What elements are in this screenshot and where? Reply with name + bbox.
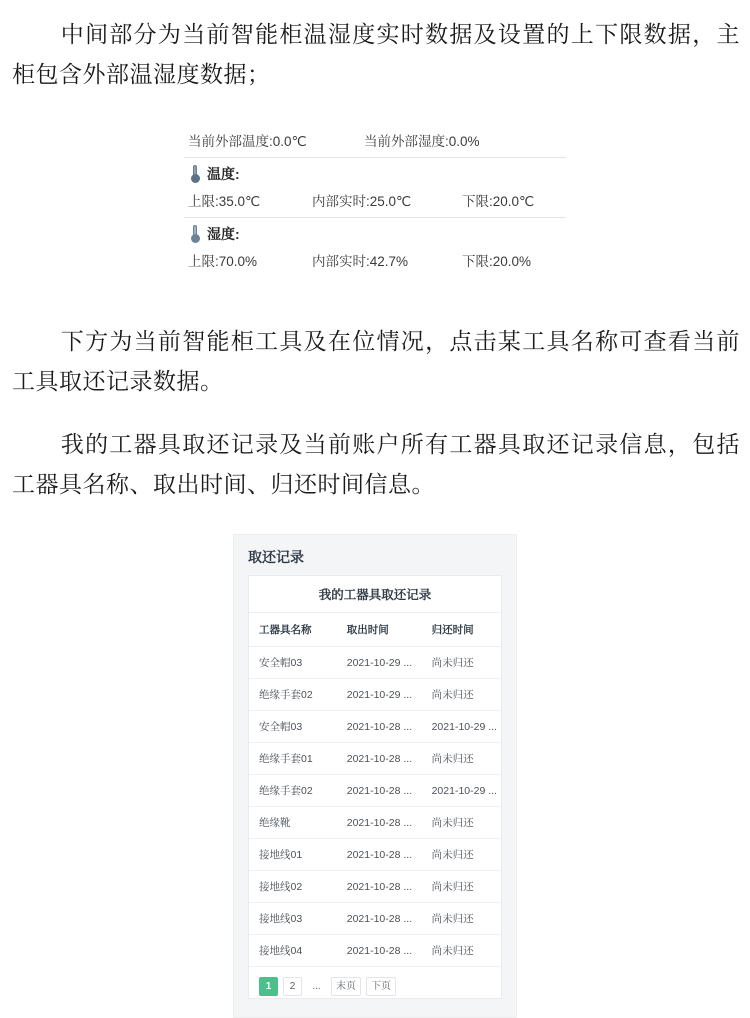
outside-temperature-value: 当前外部温度:0.0℃ — [188, 134, 307, 149]
cell-checkout-time: 2021-10-28 ... — [337, 839, 422, 871]
cell-return-time: 尚未归还 — [422, 647, 501, 679]
table-row[interactable] — [249, 775, 501, 807]
pagination — [249, 967, 501, 998]
cell-return-time: 2021-10-29 ... — [422, 711, 501, 743]
table-row[interactable] — [249, 711, 501, 743]
temperature-section-label: 温度: — [207, 166, 240, 182]
humidity-lower-limit: 下限:20.0% — [462, 254, 532, 269]
cell-return-time: 尚未归还 — [422, 679, 501, 711]
cell-tool-name[interactable]: 接地线02 — [249, 871, 337, 903]
page-button-2[interactable]: 2 — [283, 977, 302, 996]
table-row[interactable] — [249, 871, 501, 903]
table-row[interactable] — [249, 647, 501, 679]
cell-checkout-time: 2021-10-28 ... — [337, 871, 422, 903]
paragraph-1 — [0, 14, 750, 94]
page-ellipsis: ... — [312, 981, 321, 992]
cell-checkout-time: 2021-10-28 ... — [337, 903, 422, 935]
cell-tool-name[interactable]: 安全帽03 — [249, 647, 337, 679]
table-row[interactable] — [249, 807, 501, 839]
record-card-title: 我的工器具取还记录 — [249, 576, 501, 613]
record-figure — [0, 534, 750, 1018]
temp-humidity-card — [184, 120, 566, 287]
cell-tool-name[interactable]: 绝缘手套02 — [249, 679, 337, 711]
table-row[interactable] — [249, 839, 501, 871]
cell-tool-name[interactable]: 绝缘靴 — [249, 807, 337, 839]
temp-humidity-figure — [0, 120, 750, 287]
record-table-body — [249, 647, 501, 967]
last-page-button[interactable]: 末页 — [331, 977, 361, 996]
humidity-upper-limit: 上限:70.0% — [188, 254, 258, 269]
cell-checkout-time: 2021-10-29 ... — [337, 679, 422, 711]
cell-tool-name[interactable]: 接地线03 — [249, 903, 337, 935]
temperature-lower-limit: 下限:20.0℃ — [462, 194, 535, 209]
column-header-tool-name: 工器具名称 — [249, 613, 337, 647]
paragraph-2 — [0, 321, 750, 401]
record-panel — [233, 534, 517, 1018]
thermometer-icon — [188, 165, 202, 183]
cell-checkout-time: 2021-10-28 ... — [337, 743, 422, 775]
cell-tool-name[interactable]: 绝缘手套01 — [249, 743, 337, 775]
outside-readings-row — [184, 128, 566, 158]
record-panel-title: 取还记录 — [248, 549, 304, 565]
cell-return-time: 2021-10-29 ... — [422, 775, 501, 807]
table-row[interactable] — [249, 935, 501, 967]
record-card — [248, 575, 502, 999]
cell-return-time: 尚未归还 — [422, 903, 501, 935]
paragraph-3 — [0, 424, 750, 504]
humidity-inside-realtime: 内部实时:42.7% — [312, 254, 409, 269]
cell-checkout-time: 2021-10-28 ... — [337, 711, 422, 743]
paragraph-2-text: 下方为当前智能柜工具及在位情况，点击某工具名称可查看当前工具取还记录数据。 — [12, 328, 740, 394]
cell-tool-name[interactable]: 接地线04 — [249, 935, 337, 967]
cell-return-time: 尚未归还 — [422, 807, 501, 839]
cell-checkout-time: 2021-10-28 ... — [337, 935, 422, 967]
column-header-checkout-time: 取出时间 — [337, 613, 422, 647]
temperature-inside-realtime: 内部实时:25.0℃ — [312, 194, 412, 209]
humidity-section-header — [184, 218, 566, 246]
paragraph-3-text: 我的工器具取还记录及当前账户所有工器具取还记录信息，包括工器具名称、取出时间、归还时间信息。 — [12, 431, 740, 497]
temperature-section-header — [184, 158, 566, 186]
humidity-thermometer-icon — [188, 225, 202, 243]
page-button-1[interactable]: 1 — [259, 977, 278, 996]
column-header-return-time: 归还时间 — [422, 613, 501, 647]
cell-tool-name[interactable]: 安全帽03 — [249, 711, 337, 743]
cell-return-time: 尚未归还 — [422, 935, 501, 967]
cell-checkout-time: 2021-10-28 ... — [337, 775, 422, 807]
record-table — [249, 613, 501, 967]
table-row[interactable] — [249, 743, 501, 775]
cell-return-time: 尚未归还 — [422, 839, 501, 871]
cell-return-time: 尚未归还 — [422, 743, 501, 775]
humidity-section-label: 湿度: — [207, 226, 240, 242]
next-page-button[interactable]: 下页 — [366, 977, 396, 996]
table-row[interactable] — [249, 679, 501, 711]
cell-return-time: 尚未归还 — [422, 871, 501, 903]
cell-tool-name[interactable]: 绝缘手套02 — [249, 775, 337, 807]
cell-checkout-time: 2021-10-28 ... — [337, 807, 422, 839]
temperature-values-row — [184, 186, 566, 218]
temperature-upper-limit: 上限:35.0℃ — [188, 194, 261, 209]
table-header-row — [249, 613, 501, 647]
humidity-values-row — [184, 246, 566, 277]
cell-checkout-time: 2021-10-29 ... — [337, 647, 422, 679]
outside-humidity-value: 当前外部湿度:0.0% — [364, 134, 480, 149]
table-row[interactable] — [249, 903, 501, 935]
cell-tool-name[interactable]: 接地线01 — [249, 839, 337, 871]
paragraph-1-text: 中间部分为当前智能柜温湿度实时数据及设置的上下限数据，主柜包含外部温湿度数据； — [12, 21, 740, 87]
